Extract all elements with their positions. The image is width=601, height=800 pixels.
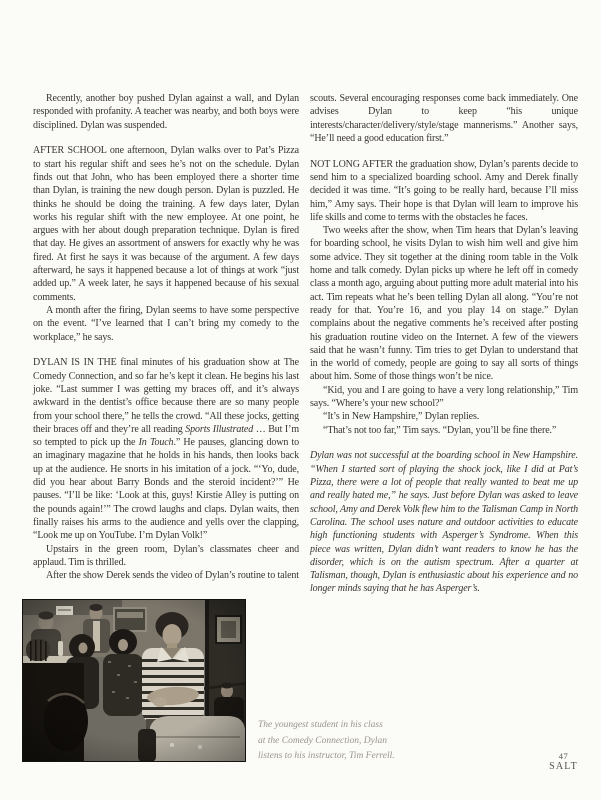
paragraph: NOT LONG AFTER the graduation show, Dylan’s parents decide to send him to a specialized boarding school. Amy and Derek finally decided it was time. “It’s going to be really hard, because I’ll miss him,” Amy says. Their hope is that Dylan will learn to improve his life skills and come to terms with the obstacles he faces.: [310, 158, 578, 223]
paragraph: Upstairs in the green room, Dylan’s classmates cheer and applaud. Tim is thrilled.: [33, 543, 299, 568]
caption-line: The youngest student in his class: [258, 720, 383, 730]
page-number: 47: [558, 751, 569, 761]
right-column: [310, 92, 578, 596]
paragraph: AFTER SCHOOL one afternoon, Dylan walks over to Pat’s Pizza to start his regular shift and sees he’s not on the schedule. Dylan finds out that John, who has been employed there a shorter time than Dylan, is training the new dough person. Dylan is puzzled. He thinks he should be doing the training. A few days later, Dylan works his regular shift with the new employee. At one point, he argues with her about dough preparation technique. Dylan is fired that day. He gives an assortment of answers for exactly why he was fired. At first he says it was because of the argument. A few days afterward, he says it happened because a lot of things at work “just added up.” A week later, he says it happened because of his sexual comments.: [33, 145, 299, 303]
paragraph: “It’s in New Hampshire,” Dylan replies.: [323, 411, 480, 423]
paragraph: Two weeks after the show, when Tim hears that Dylan’s leaving for boarding school, he visits Dylan to wish him well and give him some advice. They sit together at the dining room table in the Volk home and talk comedy. Dylan picks up where he left off in comedy class a month ago, arguing about putting more adult material into his act. Tim repeats what he’s been telling Dylan all along. “You’re not ready for that. You’re 16, and you play 14 on stage.” Dylan complains about the negative comments he’s received after posting his graduation routine video on the Internet. A few of the viewers said that he wasn’t funny. Tim tries to get Dylan to understand that in the world of comedy, people are going to say all sorts of things about him. Some of those things won’t be nice.: [310, 225, 578, 383]
caption-line: at the Comedy Connection, Dylan: [258, 735, 388, 746]
paragraph: “Kid, you and I are going to have a very long relationship,” Tim says. “Where’s your new school?”: [310, 384, 578, 410]
paragraph: DYLAN IS IN THE final minutes of his graduation show at The Comedy Connection, and so far he’s kept it clean. He begins his last joke. “Last summer I was getting my braces off, and it’s always awkward in the dentist’s office because there are so many people from your school there,” he tells the crowd. “All these jocks, getting their braces off and they’re all reading Sports Illustrated … But I’m so tempted to pick up the In Touch.” He pauses, glancing down to an imaginary magazine that he holds in his hands, then looks back up at the audience. He snorts in his imitation of a jock. “‘Yo, dude, did you hear about Barry Bonds and the steroid incident?’” He pauses. “I’ll be like: ‘Look at this, guys! Kirstie Alley is putting on the pounds again!’” The crowd laughs and claps. Dylan waits, then finally raises his arms to the audience and yells over the clapping, “Look me up on YouTube. I’m Dylan Volk!”: [33, 357, 300, 542]
paragraph: After the show Derek sends the video of Dylan’s routine to talent: [46, 570, 299, 582]
page-footer: [549, 751, 578, 772]
caption-line: listens to his instructor, Tim Ferrell.: [258, 751, 395, 761]
left-column: [33, 92, 299, 582]
photo-illustration: [22, 599, 246, 762]
paragraph: A month after the firing, Dylan seems to have some perspective on the event. “I’ve learned that I can’t bring my comedy to the workplace,” he says.: [33, 304, 299, 343]
paragraph: Recently, another boy pushed Dylan against a wall, and Dylan responded with profanity. A teacher was nearby, and both boys were disciplined. Dylan was suspended.: [33, 93, 299, 131]
paragraph: scouts. Several encouraging responses come back immediately. One advises Dylan to keep “his unique interests/character/delivery/style/stage mannerisms.” Another says, “He’ll need a good education first.”: [310, 93, 578, 144]
photo-caption: [258, 718, 463, 765]
paragraph: Dylan was not successful at the boarding school in New Hampshire. “When I started sort of playing the shock jock, like I did at Pat’s Pizza, there were a lot of people that really wanted to beat me up and really hated me,” he says. Just before Dylan was asked to leave school, Amy and Derek Volk flew him to the Talisman Camp in North Carolina. The school uses nature and outdoor activities to educate high functioning students with Asperger’s Syndrome. When this piece was written, Dylan didn’t want readers to know he has the disorder, which is on the autism spectrum. After a quarter at Talisman, though, Dylan is enthusiastic about his experience and no longer minds saying that he has Asperger’s.: [310, 450, 578, 595]
magazine-title: SALT: [549, 761, 578, 772]
photo-comedy-connection: [22, 599, 246, 762]
paragraph: “That’s not too far,” Tim says. “Dylan, you’ll be fine there.”: [323, 424, 557, 436]
